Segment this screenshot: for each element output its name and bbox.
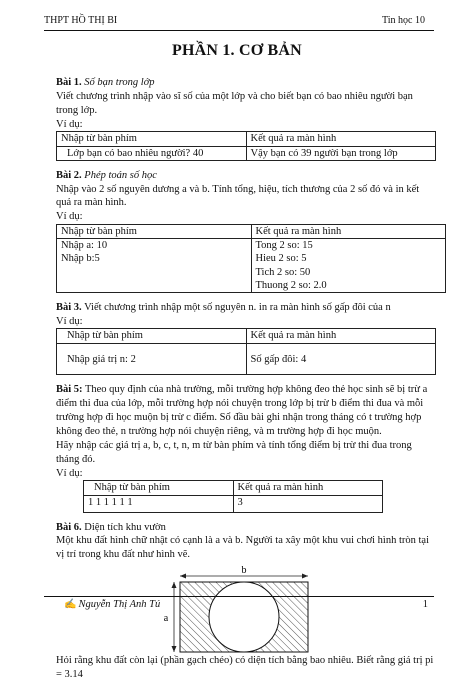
table-cell-input bbox=[57, 239, 252, 293]
exercise-3 bbox=[56, 301, 436, 376]
header-rule bbox=[44, 30, 434, 31]
footer-rule bbox=[44, 596, 434, 597]
table-cell-output bbox=[251, 239, 446, 293]
table-header-input: Nhập từ bàn phím bbox=[57, 225, 252, 239]
author-name: Nguyễn Thị Anh Tú bbox=[78, 599, 161, 610]
exercise-3-number: Bài 3. bbox=[56, 301, 82, 313]
arrowhead-top bbox=[172, 582, 177, 588]
output-line-product: Tich 2 so: 50 bbox=[255, 266, 311, 278]
table-cell-input: 1 1 1 1 1 1 bbox=[84, 495, 234, 512]
exercise-5-task: Hãy nhập các giá trị a, b, c, t, n, m từ bàn phím và tính tổng điểm bị trừ thi đua trong tháng đó. bbox=[56, 439, 412, 465]
exercise-2-name: Phép toán số học bbox=[84, 169, 157, 181]
output-line-quotient: Thuong 2 so: 2.0 bbox=[255, 279, 327, 291]
table-header-input: Nhập từ bàn phím bbox=[57, 329, 247, 344]
exercise-1-table bbox=[56, 131, 436, 160]
output-line-sum: Tong 2 so: 15 bbox=[255, 240, 313, 252]
output-line-difference: Hieu 2 so: 5 bbox=[255, 253, 307, 265]
table-cell-output: 3 bbox=[233, 495, 383, 512]
table-header-input: Nhập từ bàn phím bbox=[57, 132, 247, 146]
arrowhead-left bbox=[180, 574, 186, 579]
arrowhead-bottom bbox=[172, 646, 177, 652]
footer-author bbox=[64, 598, 160, 612]
exercise-1-heading bbox=[56, 76, 436, 90]
exercise-3-description: Viết chương trình nhập một số nguyên n. in ra màn hình số gấp đôi của n bbox=[84, 301, 391, 313]
page-title: PHẦN 1. CƠ BẢN bbox=[172, 42, 302, 59]
exercise-1-description: Viết chương trình nhập vào sĩ số của một lớp và cho biết bạn có bao nhiêu người bạn trong lớp. bbox=[56, 90, 413, 116]
exercise-2-heading bbox=[56, 169, 436, 183]
exercise-2-number: Bài 2. bbox=[56, 169, 82, 181]
exercise-2-description: Nhập vào 2 số nguyên dương a và b. Tính tổng, hiệu, tích thương của 2 số đó và in kết quả ra màn hình. bbox=[56, 183, 420, 209]
header-school: THPT HỒ THỊ BI bbox=[44, 15, 118, 26]
exercise-1-name: Số bạn trong lớp bbox=[84, 77, 155, 88]
exercise-3-heading bbox=[56, 301, 436, 315]
exercise-6-description: Một khu đất hình chữ nhật có cạnh là a và b. Người ta xây một khu vui chơi hình tròn tại vị trí trong khu đất như hình vẽ. bbox=[56, 535, 429, 561]
exercise-5-number: Bài 5: bbox=[56, 384, 83, 396]
exercise-6-number: Bài 6. bbox=[56, 521, 82, 533]
table-header-output: Kết quả ra màn hình bbox=[251, 225, 446, 239]
playground-circle bbox=[209, 582, 279, 652]
exercise-6-question: Hỏi rằng khu đất còn lại (phần gạch chéo) có diện tích bằng bao nhiêu. Biết rằng giá trị pi = 3.14 bbox=[56, 655, 434, 681]
table-cell-output: Số gấp đôi: 4 bbox=[246, 344, 436, 375]
table-cell-output: Vậy bạn có 39 người bạn trong lớp bbox=[246, 146, 436, 160]
label-a: a bbox=[163, 613, 169, 625]
arrowhead-right bbox=[302, 574, 308, 579]
page-number: 1 bbox=[422, 599, 428, 610]
exercise-6-heading bbox=[56, 521, 436, 535]
exercise-6-name: Diện tích khu vườn bbox=[84, 521, 166, 533]
exercise-5 bbox=[56, 383, 436, 512]
pen-icon: ✍ bbox=[64, 599, 77, 610]
exercise-1 bbox=[56, 76, 436, 161]
exercise-2-table bbox=[56, 224, 446, 293]
exercise-2 bbox=[56, 169, 436, 293]
exercise-3-table bbox=[56, 328, 436, 375]
exercise-2-example-label: Ví dụ: bbox=[56, 211, 83, 223]
exercise-5-paragraph bbox=[56, 383, 436, 438]
exercise-5-table bbox=[83, 480, 383, 512]
input-line-a: Nhập a: 10 bbox=[61, 240, 108, 252]
exercise-1-number: Bài 1. bbox=[56, 77, 82, 88]
exercise-5-example-label: Ví dụ: bbox=[56, 467, 83, 479]
table-header-output: Kết quả ra màn hình bbox=[246, 329, 436, 344]
header-subject: Tin học 10 bbox=[382, 15, 425, 26]
exercise-1-example-label: Ví dụ: bbox=[56, 118, 83, 130]
table-header-output: Kết quả ra màn hình bbox=[233, 481, 383, 495]
table-header-output: Kết quả ra màn hình bbox=[246, 132, 436, 146]
table-cell-input: Lớp bạn có bao nhiêu người? 40 bbox=[57, 146, 247, 160]
exercise-5-description: Theo quy định của nhà trường, mỗi trường hợp không đeo thẻ học sinh sẽ bị trừ a điểm thi đua của lớp, mỗi trường hợp nói chuyện trong lớp bị trừ b điểm thi đua và mỗi trường hợp đi học muộn bị trừ c điểm. Sổ đầu bài ghi nhận trong tháng có t trường hợp không đeo thẻ, n trường hợp nói chuyện riêng, và m trường hợp đi học muộn. bbox=[56, 384, 428, 438]
table-header-input: Nhập từ bàn phím bbox=[84, 481, 234, 495]
table-cell-input: Nhập giá trị n: 2 bbox=[57, 344, 247, 375]
label-b: b bbox=[241, 565, 247, 577]
input-line-b: Nhập b:5 bbox=[61, 253, 100, 265]
exercise-3-example-label: Ví dụ: bbox=[56, 315, 83, 327]
